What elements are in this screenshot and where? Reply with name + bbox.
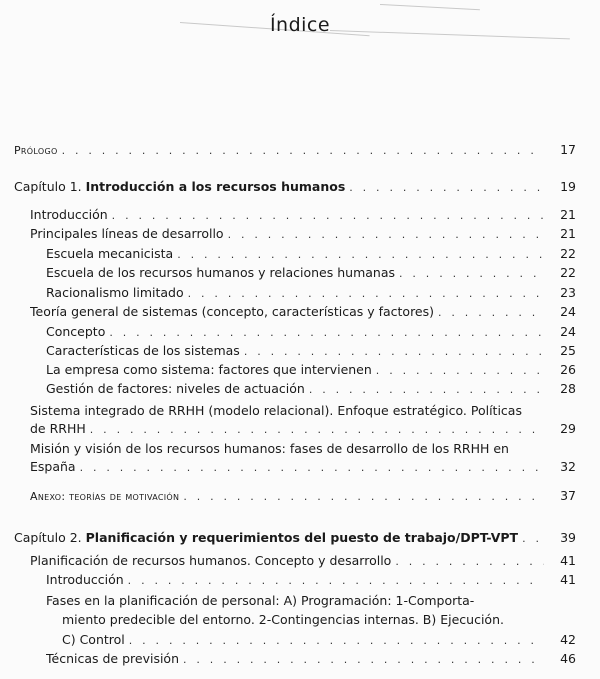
toc-entry-planificacion[interactable]	[30, 553, 576, 570]
page-number: 23	[560, 285, 576, 300]
page-number: 25	[560, 343, 576, 358]
dot-leader	[522, 531, 544, 547]
dot-leader	[228, 227, 544, 243]
toc-entry-chapter-1[interactable]	[14, 179, 576, 196]
toc-entry-caracteristicas[interactable]	[46, 343, 576, 360]
dot-leader	[395, 554, 544, 570]
toc-entry-tecnicas-prevision[interactable]	[46, 651, 576, 668]
page-number: 41	[560, 572, 576, 587]
toc-entry-introduccion-2[interactable]	[46, 572, 576, 589]
toc-entry-empresa-sistema[interactable]	[46, 362, 576, 379]
entry-label: Anexo: teorías de motivación	[30, 490, 180, 503]
dot-leader	[109, 325, 544, 341]
dot-leader	[90, 422, 544, 438]
page-number: 22	[560, 246, 576, 261]
entry-label: Teoría general de sistemas (concepto, características y factores)	[30, 304, 435, 319]
page-number: 17	[560, 142, 576, 157]
entry-label-line-1: Misión y visión de los recursos humanos: fases de desarrollo de los RRHH en	[30, 441, 509, 456]
entry-label: Prólogo	[14, 144, 58, 157]
page-number: 37	[560, 488, 576, 503]
dot-leader	[177, 247, 544, 263]
page-number: 21	[560, 226, 576, 241]
page-title: Índice	[269, 14, 331, 36]
entry-label: Racionalismo limitado	[46, 285, 184, 300]
toc-entry-escuela-rrhh[interactable]	[46, 265, 576, 282]
page-number: 21	[560, 207, 576, 222]
dot-leader	[399, 266, 544, 282]
dot-leader	[80, 460, 544, 476]
toc-entry-escuela-mecanicista[interactable]	[46, 246, 576, 263]
dot-leader	[112, 208, 544, 224]
chapter-heading	[14, 530, 518, 546]
toc-entry-introduccion[interactable]	[30, 207, 576, 224]
page-number: 42	[560, 632, 576, 647]
page-number: 29	[560, 421, 576, 436]
entry-label-line-2: miento predecible del entorno. 2-Contingencias internas. B) Ejecución.	[62, 612, 504, 627]
page-number: 46	[560, 651, 576, 666]
entry-label: Concepto	[46, 324, 106, 339]
chapter-prefix: Capítulo 2.	[14, 530, 82, 545]
dot-leader	[438, 305, 544, 321]
toc-entry-prologo[interactable]	[14, 142, 576, 159]
entry-label: Planificación de recursos humanos. Concepto y desarrollo	[30, 553, 392, 568]
dot-leader	[62, 143, 544, 159]
entry-label: Escuela de los recursos humanos y relaciones humanas	[46, 265, 396, 280]
entry-label: Características de los sistemas	[46, 343, 240, 358]
page-number: 39	[560, 530, 576, 545]
toc-entry-principales-lineas[interactable]	[30, 226, 576, 243]
entry-label-line-1: Fases en la planificación de personal: A) Programación: 1-Comporta-	[46, 593, 475, 608]
entry-label-line-1: Sistema integrado de RRHH (modelo relacional). Enfoque estratégico. Políticas	[30, 403, 522, 418]
dot-leader	[376, 363, 544, 379]
toc-entry-racionalismo[interactable]	[46, 285, 576, 302]
toc-entry-gestion-factores[interactable]	[46, 381, 576, 398]
page-number: 22	[560, 265, 576, 280]
page-number: 28	[560, 381, 576, 396]
page-number: 19	[560, 179, 576, 194]
entry-label-line-2-row	[30, 459, 576, 476]
dot-leader	[129, 633, 544, 649]
entry-label-line-2-row	[30, 421, 576, 438]
chapter-title: Planificación y requerimientos del puesto de trabajo/DPT-VPT	[85, 530, 519, 545]
entry-label-line-3: C) Control	[62, 632, 125, 647]
page-number: 32	[560, 459, 576, 474]
dot-leader	[188, 286, 544, 302]
entry-label-line-2: España	[30, 459, 76, 474]
scan-artifact	[380, 4, 480, 10]
entry-label: Técnicas de previsión	[46, 651, 180, 666]
toc-entry-concepto[interactable]	[46, 324, 576, 341]
entry-label-line-2: de RRHH	[30, 421, 86, 436]
dot-leader	[244, 344, 544, 360]
page-number: 26	[560, 362, 576, 377]
entry-label: La empresa como sistema: factores que intervienen	[46, 362, 372, 377]
dot-leader	[349, 180, 544, 196]
dot-leader	[183, 489, 544, 505]
dot-leader	[183, 652, 544, 668]
chapter-heading	[14, 179, 345, 195]
toc-entry-teoria-sistemas[interactable]	[30, 304, 576, 321]
entry-label: Gestión de factores: niveles de actuación	[46, 381, 305, 396]
dot-leader	[309, 382, 544, 398]
page-number: 41	[560, 553, 576, 568]
page-number: 24	[560, 324, 576, 339]
entry-label: Escuela mecanicista	[46, 246, 174, 261]
chapter-prefix: Capítulo 1.	[14, 179, 82, 194]
toc-entry-anexo[interactable]	[30, 488, 576, 505]
entry-label: Principales líneas de desarrollo	[30, 226, 224, 241]
page-number: 24	[560, 304, 576, 319]
chapter-title: Introducción a los recursos humanos	[85, 179, 346, 194]
toc-entry-chapter-2[interactable]	[14, 530, 576, 547]
dot-leader	[128, 573, 544, 589]
entry-label-line-3-row	[62, 632, 576, 649]
entry-label: Introducción	[46, 572, 124, 587]
entry-label: Introducción	[30, 207, 108, 222]
